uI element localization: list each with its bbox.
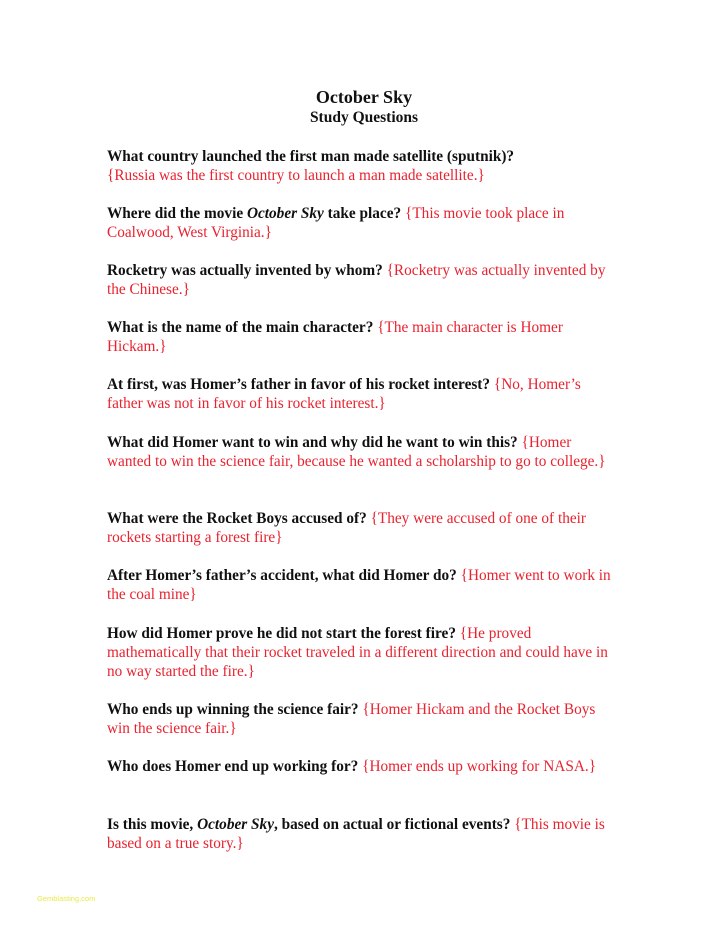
question-item-4	[107, 318, 617, 356]
answer-text: {Homer wanted to win the science fair, because he wanted a scholarship to go to college.}	[107, 434, 606, 471]
question-text: Who ends up winning the science fair?	[107, 701, 359, 718]
answer-text: {Rocketry was actually invented by the Chinese.}	[107, 262, 606, 299]
answer-text: {Russia was the first country to launch a man made satellite.}	[107, 167, 485, 185]
question-item-5	[107, 375, 617, 413]
question-text: What were the Rocket Boys accused of?	[107, 510, 367, 527]
question-item-7	[107, 509, 617, 547]
question-text: What is the name of the main character?	[107, 319, 374, 336]
question-item-2	[107, 204, 617, 242]
document-subtitle: Study Questions	[309, 109, 419, 126]
question-item-6	[107, 433, 617, 471]
answer-text: {No, Homer’s father was not in favor of his rocket interest.}	[107, 376, 581, 413]
answer-text: {Homer Hickam and the Rocket Boys win the science fair.}	[107, 701, 596, 738]
question-text: At first, was Homer’s father in favor of his rocket interest?	[107, 376, 491, 393]
question-item-11	[107, 757, 617, 776]
question-item-9	[107, 624, 617, 682]
question-text: Is this movie, October Sky, based on actual or fictional events?	[107, 816, 511, 833]
answer-text: {This movie is based on a true story.}	[107, 816, 605, 853]
answer-text: {He proved mathematically that their rocket traveled in a different direction and could have in no way started the fire.}	[107, 625, 608, 681]
answer-text: {Homer went to work in the coal mine}	[107, 567, 611, 604]
answer-text: {Homer ends up working for NASA.}	[362, 758, 597, 775]
question-item-1	[107, 147, 617, 185]
question-text: What did Homer want to win and why did he want to win this?	[107, 434, 518, 451]
question-item-8	[107, 566, 617, 604]
question-item-10	[107, 700, 617, 738]
question-text: Who does Homer end up working for?	[107, 758, 359, 775]
question-text: Where did the movie October Sky take place?	[107, 205, 402, 222]
answer-text: {They were accused of one of their rockets starting a forest fire}	[107, 510, 587, 547]
question-text: Rocketry was actually invented by whom?	[107, 262, 383, 279]
question-text: What country launched the first man made satellite (sputnik)?	[107, 148, 515, 165]
answer-text: {This movie took place in Coalwood, West Virginia.}	[107, 205, 565, 242]
question-text: After Homer’s father’s accident, what did Homer do?	[107, 567, 457, 584]
answer-text: {The main character is Homer Hickam.}	[107, 319, 563, 356]
question-item-12	[107, 815, 617, 853]
watermark: Gemblasting.com	[37, 894, 96, 903]
question-text: How did Homer prove he did not start the forest fire?	[107, 625, 456, 642]
question-item-3	[107, 261, 617, 299]
document-title: October Sky	[315, 87, 413, 107]
